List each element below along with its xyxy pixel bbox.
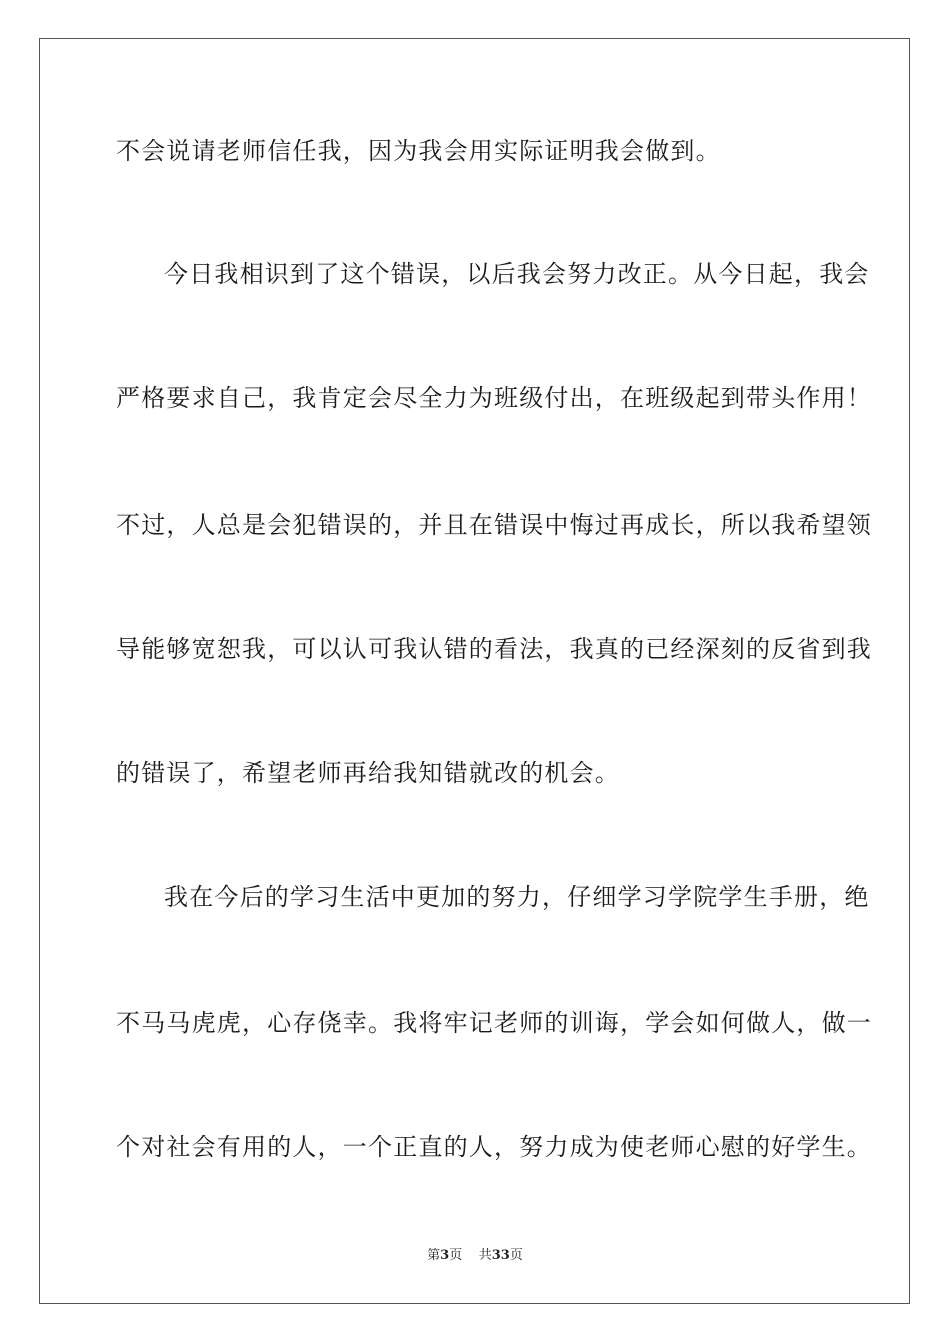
page-suffix: 页 [449,1248,463,1263]
total-prefix: 共 [478,1248,492,1263]
page-prefix: 第 [427,1248,441,1263]
page-border [39,38,910,1304]
text-line-1: 不会说请老师信任我，因为我会用实际证明我会做到。 [116,137,721,165]
total-suffix: 页 [509,1248,523,1263]
text-line-8: 不马马虎虎，心存侥幸。我将牢记老师的训诲，学会如何做人，做一 [116,1009,872,1037]
text-line-6: 的错误了，希望老师再给我知错就改的机会。 [116,759,620,787]
text-line-7: 我在今后的学习生活中更加的努力，仔细学习学院学生手册，绝 [164,883,870,911]
text-line-5: 导能够宽恕我，可以认可我认错的看法，我真的已经深刻的反省到我 [116,635,872,663]
text-line-4: 不过，人总是会犯错误的，并且在错误中悔过再成长，所以我希望领 [116,511,872,539]
text-line-2: 今日我相识到了这个错误，以后我会努力改正。从今日起，我会 [164,260,870,288]
text-line-3: 严格要求自己，我肯定会尽全力为班级付出，在班级起到带头作用！ [116,384,872,412]
text-line-9: 个对社会有用的人，一个正直的人，努力成为使老师心慰的好学生。 [116,1133,872,1161]
total-pages: 33 [491,1248,510,1263]
page-number: 3 [440,1248,450,1263]
page-footer [0,1247,950,1265]
